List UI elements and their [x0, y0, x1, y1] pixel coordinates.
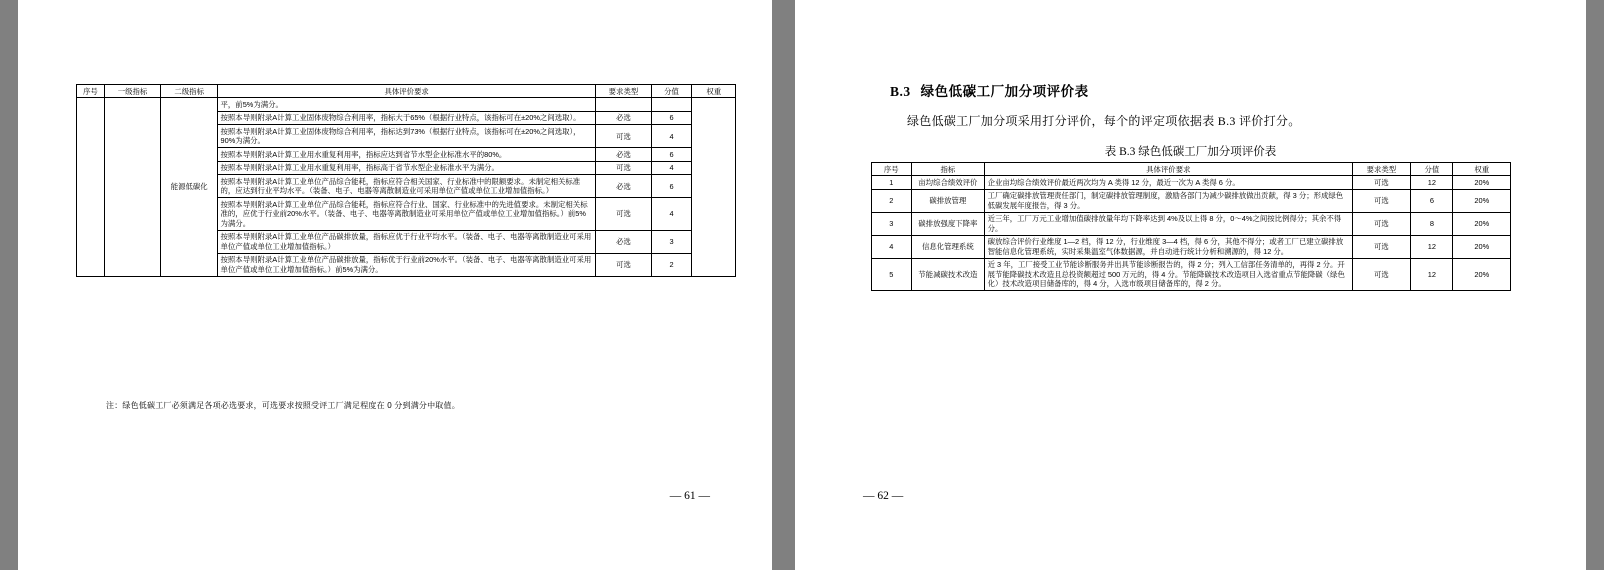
col-header-score: 分值	[1411, 163, 1453, 176]
cell-requirement: 按照本导则附录A计算工业单位产品碳排放量，指标应优于行业平均水平。（装备、电子、电器等离散制造业可采用单位产值或单位工业增加值指标。）	[218, 230, 596, 253]
table-caption: 表 B.3 绿色低碳工厂加分项评价表	[1104, 146, 1277, 158]
cell-score: 12	[1411, 176, 1453, 189]
cell-score: 6	[1411, 189, 1453, 212]
table-header-row	[77, 85, 736, 98]
cell-type: 必选	[596, 111, 651, 124]
cell-requirement: 按照本导则附录A计算工业固体废物综合利用率，指标大于65%（根据行业特点，该指标可在±20%之间选取）。	[218, 111, 596, 124]
cell-score: 12	[1411, 235, 1453, 258]
cell-indicator: 碳排放管理	[911, 189, 984, 212]
col-header-indicator: 指标	[911, 163, 984, 176]
cell-requirement: 按照本导则附录A计算工业用水重复利用率，指标高于省节水型企业标准水平为满分。	[218, 161, 596, 174]
cell-score: 6	[651, 175, 692, 198]
cell-indicator: 碳排放强度下降率	[911, 212, 984, 235]
cell-type: 可选	[1352, 212, 1411, 235]
page-left	[18, 0, 772, 570]
cell-requirement: 近 3 年，工厂接受工业节能诊断服务并出具节能诊断报告的，得 2 分；列入工信部任务清单的，再得 2 分。开展节能降碳技术改造且总投资额超过 500 万元的，得 4 分。节能降碳技术改造项目入选省重点节能降碳（绿色化）技术改造项目储备库的，得 4 分，入选市级项目储备库的，得 2 分。	[985, 258, 1352, 290]
cell-score: 4	[651, 125, 692, 148]
page-number-right: — 62 —	[863, 490, 904, 502]
table-row	[872, 235, 1511, 258]
cell-score: 3	[651, 230, 692, 253]
cell-index-blank	[77, 98, 105, 276]
cell-type: 可选	[596, 161, 651, 174]
col-header-requirement: 具体评价要求	[218, 85, 596, 98]
cell-score: 6	[651, 111, 692, 124]
cell-weight: 20%	[1453, 189, 1511, 212]
cell-score: 6	[651, 148, 692, 161]
section-number: B.3	[890, 84, 911, 99]
col-header-weight: 权重	[1453, 163, 1511, 176]
cell-requirement: 按照本导则附录A计算工业固体废物综合利用率，指标达到73%（根据行业特点，该指标可在±20%之间选取），90%为满分。	[218, 125, 596, 148]
cell-requirement: 碳放综合评价行业维度 1—2 档，得 12 分，行业维度 3—4 档，得 6 分，其他不得分；或者工厂已建立碳排放智能信息化管理系统，实时采集温室气体数据源，并自动进行统计分析和溯源的，得 12 分。	[985, 235, 1352, 258]
cell-score	[651, 98, 692, 111]
cell-score: 2	[651, 253, 692, 276]
cell-requirement: 企业亩均综合绩效评价最近两次均为 A 类得 12 分，最近一次为 A 类得 6 分。	[985, 176, 1352, 189]
col-header-score: 分值	[651, 85, 692, 98]
page-right	[795, 0, 1586, 570]
cell-weight: 20%	[1453, 235, 1511, 258]
cell-type	[596, 98, 651, 111]
cell-requirement: 按照本导则附录A计算工业单位产品综合能耗，指标应符合行业、国家、行业标准中的先进值要求。未制定相关标准的，应优于行业前20%水平。（装备、电子、电器等离散制造业可采用单位产值或单位工业增加值指标。）前5%为满分。	[218, 198, 596, 230]
cell-type: 必选	[596, 230, 651, 253]
section-heading	[890, 80, 1089, 100]
cell-requirement: 近三年，工厂万元工业增加值碳排放量年均下降率达到 4%及以上得 8 分，0～4%之间按比例得分；其余不得分。	[985, 212, 1352, 235]
col-header-index: 序号	[872, 163, 912, 176]
cell-requirement: 按照本导则附录A计算工业单位产品碳排放量，指标优于行业前20%水平。（装备、电子、电器等离散制造业可采用单位产值或单位工业增加值指标。）前5%为满分。	[218, 253, 596, 276]
cell-index: 5	[872, 258, 912, 290]
section-title-text: 绿色低碳工厂加分项评价表	[920, 84, 1089, 99]
cell-type: 可选	[596, 125, 651, 148]
table-row	[872, 176, 1511, 189]
col-header-secondary: 二级指标	[161, 85, 218, 98]
cell-score: 8	[1411, 212, 1453, 235]
cell-weight	[692, 98, 736, 276]
table-row	[872, 258, 1511, 290]
right-page-table	[871, 162, 1511, 291]
cell-type: 可选	[1352, 235, 1411, 258]
cell-requirement: 按照本导则附录A计算工业用水重复利用率，指标应达到省节水型企业标准水平的80%。	[218, 148, 596, 161]
cell-type: 可选	[596, 198, 651, 230]
cell-score: 12	[1411, 258, 1453, 290]
cell-indicator: 节能减碳技术改造	[911, 258, 984, 290]
table-row	[872, 189, 1511, 212]
cell-weight: 20%	[1453, 212, 1511, 235]
col-header-requirement: 具体评价要求	[985, 163, 1352, 176]
table-row	[77, 98, 736, 111]
cell-weight: 20%	[1453, 258, 1511, 290]
cell-indicator: 亩均综合绩效评价	[911, 176, 984, 189]
page-number-left: — 61 —	[669, 490, 710, 502]
cell-type: 可选	[1352, 176, 1411, 189]
cell-index: 4	[872, 235, 912, 258]
cell-requirement: 平，前5%为满分。	[218, 98, 596, 111]
cell-score: 4	[651, 198, 692, 230]
cell-type: 可选	[1352, 258, 1411, 290]
cell-type: 必选	[596, 175, 651, 198]
cell-index: 3	[872, 212, 912, 235]
cell-type: 可选	[596, 253, 651, 276]
cell-indicator: 信息化管理系统	[911, 235, 984, 258]
cell-type: 必选	[596, 148, 651, 161]
col-header-weight: 权重	[692, 85, 736, 98]
cell-weight: 20%	[1453, 176, 1511, 189]
cell-index: 1	[872, 176, 912, 189]
cell-primary-blank	[104, 98, 161, 276]
table-header-row	[872, 163, 1511, 176]
table-note: 注：绿色低碳工厂必须满足各项必选要求，可选要求按照受评工厂满足程度在 0 分到满分中取值。	[106, 401, 460, 410]
cell-requirement: 按照本导则附录A计算工业单位产品综合能耗，指标应符合相关国家、行业标准中的限额要求。未制定相关标准的，应达到行业平均水平。（装备、电子、电器等离散制造业可采用单位产值或单位工业增加值指标。）	[218, 175, 596, 198]
col-header-index: 序号	[77, 85, 105, 98]
cell-type: 可选	[1352, 189, 1411, 212]
col-header-primary: 一级指标	[104, 85, 161, 98]
col-header-type: 要求类型	[1352, 163, 1411, 176]
col-header-type: 要求类型	[596, 85, 651, 98]
section-paragraph: 绿色低碳工厂加分项采用打分评价，每个的评定项依据表 B.3 评价打分。	[907, 114, 1301, 128]
cell-secondary-group: 能源低碳化	[161, 98, 218, 276]
cell-requirement: 工厂确定碳排放管理责任部门，制定碳排放管理制度，激励各部门为减少碳排放做出贡献，得 3 分；形成绿色低碳发展年度报告，得 3 分。	[985, 189, 1352, 212]
cell-score: 4	[651, 161, 692, 174]
cell-index: 2	[872, 189, 912, 212]
left-page-table	[76, 84, 736, 277]
table-row	[872, 212, 1511, 235]
